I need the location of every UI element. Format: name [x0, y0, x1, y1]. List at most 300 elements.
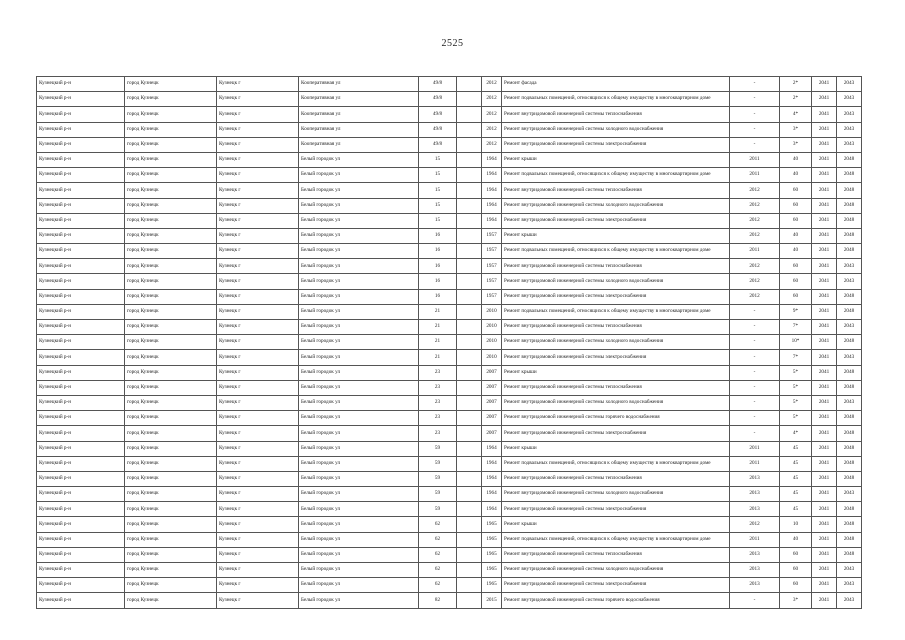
- district-cell: Кузнецкий р-н: [37, 274, 125, 289]
- plan-start-year-cell: 2041: [812, 502, 837, 517]
- settlement-cell: Кузнецк г: [217, 578, 299, 593]
- last-repair-year-cell: -: [730, 593, 780, 608]
- street-cell: Белый городок ул: [299, 304, 419, 319]
- work-type-cell: Ремонт внутридомовой инженерной системы холодного водоснабжения: [502, 274, 730, 289]
- last-repair-year-cell: -: [730, 395, 780, 410]
- house-number-cell: 49/8: [419, 122, 457, 137]
- street-cell: Белый городок ул: [299, 411, 419, 426]
- last-repair-year-cell: 2013: [730, 578, 780, 593]
- plan-end-year-cell: 2048: [837, 532, 862, 547]
- house-number-cell: 59: [419, 487, 457, 502]
- built-year-cell: 2007: [482, 426, 502, 441]
- building-cell: [457, 289, 482, 304]
- plan-end-year-cell: 2043: [837, 259, 862, 274]
- plan-start-year-cell: 2041: [812, 426, 837, 441]
- building-cell: [457, 259, 482, 274]
- plan-end-year-cell: 2043: [837, 593, 862, 608]
- plan-start-year-cell: 2041: [812, 304, 837, 319]
- wear-percent-cell: 7*: [780, 320, 812, 335]
- built-year-cell: 2010: [482, 335, 502, 350]
- plan-start-year-cell: 2041: [812, 122, 837, 137]
- built-year-cell: 1957: [482, 259, 502, 274]
- house-number-cell: 15: [419, 183, 457, 198]
- district-cell: Кузнецкий р-н: [37, 426, 125, 441]
- district-cell: Кузнецкий р-н: [37, 228, 125, 243]
- street-cell: Белый городок ул: [299, 471, 419, 486]
- plan-end-year-cell: 2048: [837, 198, 862, 213]
- work-type-cell: Ремонт крыши: [502, 365, 730, 380]
- street-cell: Белый городок ул: [299, 259, 419, 274]
- street-cell: Белый городок ул: [299, 244, 419, 259]
- last-repair-year-cell: -: [730, 365, 780, 380]
- building-cell: [457, 532, 482, 547]
- plan-end-year-cell: 2043: [837, 395, 862, 410]
- district-cell: Кузнецкий р-н: [37, 183, 125, 198]
- settlement-cell: Кузнецк г: [217, 563, 299, 578]
- work-type-cell: Ремонт внутридомовой инженерной системы холодного водоснабжения: [502, 395, 730, 410]
- house-number-cell: 62: [419, 578, 457, 593]
- settlement-cell: Кузнецк г: [217, 77, 299, 92]
- work-type-cell: Ремонт подвальных помещений, относящихся к общему имуществу в многоквартирном доме: [502, 168, 730, 183]
- plan-end-year-cell: 2043: [837, 320, 862, 335]
- built-year-cell: 1964: [482, 471, 502, 486]
- wear-percent-cell: 5*: [780, 395, 812, 410]
- city-cell: город Кузнецк: [125, 152, 217, 167]
- house-number-cell: 49/8: [419, 92, 457, 107]
- plan-end-year-cell: 2048: [837, 471, 862, 486]
- last-repair-year-cell: 2013: [730, 471, 780, 486]
- built-year-cell: 2012: [482, 122, 502, 137]
- building-cell: [457, 517, 482, 532]
- plan-start-year-cell: 2041: [812, 411, 837, 426]
- last-repair-year-cell: 2011: [730, 244, 780, 259]
- plan-end-year-cell: 2043: [837, 122, 862, 137]
- district-cell: Кузнецкий р-н: [37, 350, 125, 365]
- plan-end-year-cell: 2043: [837, 487, 862, 502]
- city-cell: город Кузнецк: [125, 122, 217, 137]
- plan-start-year-cell: 2041: [812, 441, 837, 456]
- street-cell: Белый городок ул: [299, 395, 419, 410]
- house-number-cell: 62: [419, 517, 457, 532]
- last-repair-year-cell: 2013: [730, 487, 780, 502]
- plan-start-year-cell: 2041: [812, 228, 837, 243]
- city-cell: город Кузнецк: [125, 137, 217, 152]
- wear-percent-cell: 60: [780, 274, 812, 289]
- settlement-cell: Кузнецк г: [217, 304, 299, 319]
- building-cell: [457, 547, 482, 562]
- plan-start-year-cell: 2041: [812, 335, 837, 350]
- plan-end-year-cell: 2048: [837, 152, 862, 167]
- table-row: [37, 304, 862, 319]
- table-row: [37, 137, 862, 152]
- district-cell: Кузнецкий р-н: [37, 137, 125, 152]
- plan-start-year-cell: 2041: [812, 487, 837, 502]
- wear-percent-cell: 60: [780, 259, 812, 274]
- last-repair-year-cell: 2013: [730, 563, 780, 578]
- settlement-cell: Кузнецк г: [217, 593, 299, 608]
- built-year-cell: 2012: [482, 77, 502, 92]
- last-repair-year-cell: 2011: [730, 152, 780, 167]
- city-cell: город Кузнецк: [125, 441, 217, 456]
- built-year-cell: 1957: [482, 274, 502, 289]
- wear-percent-cell: 60: [780, 547, 812, 562]
- street-cell: Белый городок ул: [299, 152, 419, 167]
- city-cell: город Кузнецк: [125, 532, 217, 547]
- wear-percent-cell: 5*: [780, 365, 812, 380]
- house-number-cell: 16: [419, 259, 457, 274]
- wear-percent-cell: 40: [780, 244, 812, 259]
- work-type-cell: Ремонт внутридомовой инженерной системы теплоснабжения: [502, 380, 730, 395]
- building-cell: [457, 471, 482, 486]
- wear-percent-cell: 10*: [780, 335, 812, 350]
- street-cell: Белый городок ул: [299, 593, 419, 608]
- street-cell: Кооперативная ул: [299, 77, 419, 92]
- table-row: [37, 152, 862, 167]
- city-cell: город Кузнецк: [125, 107, 217, 122]
- last-repair-year-cell: 2012: [730, 289, 780, 304]
- building-cell: [457, 122, 482, 137]
- table-row: [37, 441, 862, 456]
- building-cell: [457, 395, 482, 410]
- street-cell: Белый городок ул: [299, 380, 419, 395]
- plan-start-year-cell: 2041: [812, 168, 837, 183]
- city-cell: город Кузнецк: [125, 426, 217, 441]
- building-cell: [457, 168, 482, 183]
- city-cell: город Кузнецк: [125, 289, 217, 304]
- building-cell: [457, 228, 482, 243]
- district-cell: Кузнецкий р-н: [37, 168, 125, 183]
- plan-end-year-cell: 2048: [837, 365, 862, 380]
- street-cell: Белый городок ул: [299, 335, 419, 350]
- last-repair-year-cell: 2012: [730, 183, 780, 198]
- wear-percent-cell: 9*: [780, 304, 812, 319]
- work-type-cell: Ремонт подвальных помещений, относящихся к общему имуществу в многоквартирном доме: [502, 244, 730, 259]
- plan-end-year-cell: 2048: [837, 335, 862, 350]
- city-cell: город Кузнецк: [125, 92, 217, 107]
- plan-start-year-cell: 2041: [812, 259, 837, 274]
- wear-percent-cell: 60: [780, 289, 812, 304]
- last-repair-year-cell: 2012: [730, 213, 780, 228]
- city-cell: город Кузнецк: [125, 320, 217, 335]
- settlement-cell: Кузнецк г: [217, 456, 299, 471]
- plan-start-year-cell: 2041: [812, 198, 837, 213]
- work-type-cell: Ремонт внутридомовой инженерной системы теплоснабжения: [502, 320, 730, 335]
- street-cell: Белый городок ул: [299, 228, 419, 243]
- built-year-cell: 1964: [482, 487, 502, 502]
- street-cell: Белый городок ул: [299, 198, 419, 213]
- street-cell: Белый городок ул: [299, 441, 419, 456]
- page-number: 2525: [441, 38, 464, 49]
- building-cell: [457, 593, 482, 608]
- building-cell: [457, 137, 482, 152]
- settlement-cell: Кузнецк г: [217, 122, 299, 137]
- built-year-cell: 2010: [482, 350, 502, 365]
- settlement-cell: Кузнецк г: [217, 487, 299, 502]
- wear-percent-cell: 60: [780, 578, 812, 593]
- plan-end-year-cell: 2043: [837, 274, 862, 289]
- plan-end-year-cell: 2048: [837, 380, 862, 395]
- plan-end-year-cell: 2048: [837, 168, 862, 183]
- built-year-cell: 1965: [482, 547, 502, 562]
- street-cell: Белый городок ул: [299, 350, 419, 365]
- plan-start-year-cell: 2041: [812, 532, 837, 547]
- built-year-cell: 2007: [482, 365, 502, 380]
- work-type-cell: Ремонт внутридомовой инженерной системы электроснабжения: [502, 502, 730, 517]
- built-year-cell: 1957: [482, 228, 502, 243]
- table-row: [37, 578, 862, 593]
- building-cell: [457, 320, 482, 335]
- table-row: [37, 244, 862, 259]
- district-cell: Кузнецкий р-н: [37, 502, 125, 517]
- plan-start-year-cell: 2041: [812, 471, 837, 486]
- house-number-cell: 21: [419, 320, 457, 335]
- district-cell: Кузнецкий р-н: [37, 107, 125, 122]
- last-repair-year-cell: -: [730, 426, 780, 441]
- plan-end-year-cell: 2048: [837, 244, 862, 259]
- plan-start-year-cell: 2041: [812, 274, 837, 289]
- built-year-cell: 1964: [482, 168, 502, 183]
- table-row: [37, 168, 862, 183]
- district-cell: Кузнецкий р-н: [37, 456, 125, 471]
- plan-start-year-cell: 2041: [812, 517, 837, 532]
- district-cell: Кузнецкий р-н: [37, 578, 125, 593]
- street-cell: Кооперативная ул: [299, 122, 419, 137]
- plan-end-year-cell: 2048: [837, 289, 862, 304]
- built-year-cell: 1964: [482, 152, 502, 167]
- building-cell: [457, 335, 482, 350]
- plan-end-year-cell: 2048: [837, 213, 862, 228]
- wear-percent-cell: 45: [780, 456, 812, 471]
- house-number-cell: 15: [419, 213, 457, 228]
- plan-start-year-cell: 2041: [812, 563, 837, 578]
- work-type-cell: Ремонт фасада: [502, 77, 730, 92]
- plan-start-year-cell: 2041: [812, 365, 837, 380]
- city-cell: город Кузнецк: [125, 274, 217, 289]
- wear-percent-cell: 60: [780, 198, 812, 213]
- city-cell: город Кузнецк: [125, 380, 217, 395]
- work-type-cell: Ремонт внутридомовой инженерной системы электроснабжения: [502, 578, 730, 593]
- street-cell: Белый городок ул: [299, 320, 419, 335]
- plan-end-year-cell: 2048: [837, 502, 862, 517]
- district-cell: Кузнецкий р-н: [37, 563, 125, 578]
- city-cell: город Кузнецк: [125, 365, 217, 380]
- built-year-cell: 1957: [482, 289, 502, 304]
- plan-end-year-cell: 2048: [837, 183, 862, 198]
- work-type-cell: Ремонт внутридомовой инженерной системы теплоснабжения: [502, 107, 730, 122]
- work-type-cell: Ремонт внутридомовой инженерной системы горячего водоснабжения: [502, 411, 730, 426]
- plan-end-year-cell: 2043: [837, 92, 862, 107]
- work-type-cell: Ремонт подвальных помещений, относящихся к общему имуществу в многоквартирном доме: [502, 456, 730, 471]
- settlement-cell: Кузнецк г: [217, 259, 299, 274]
- house-number-cell: 15: [419, 198, 457, 213]
- building-cell: [457, 411, 482, 426]
- built-year-cell: 1965: [482, 517, 502, 532]
- city-cell: город Кузнецк: [125, 502, 217, 517]
- built-year-cell: 1965: [482, 532, 502, 547]
- building-cell: [457, 244, 482, 259]
- city-cell: город Кузнецк: [125, 335, 217, 350]
- house-number-cell: 23: [419, 426, 457, 441]
- built-year-cell: 2012: [482, 92, 502, 107]
- city-cell: город Кузнецк: [125, 547, 217, 562]
- repair-schedule-table: [36, 76, 862, 609]
- house-number-cell: 23: [419, 380, 457, 395]
- building-cell: [457, 183, 482, 198]
- building-cell: [457, 107, 482, 122]
- built-year-cell: 1964: [482, 441, 502, 456]
- settlement-cell: Кузнецк г: [217, 395, 299, 410]
- district-cell: Кузнецкий р-н: [37, 122, 125, 137]
- wear-percent-cell: 45: [780, 471, 812, 486]
- wear-percent-cell: 4*: [780, 426, 812, 441]
- table-row: [37, 532, 862, 547]
- plan-end-year-cell: 2043: [837, 137, 862, 152]
- built-year-cell: 1964: [482, 213, 502, 228]
- city-cell: город Кузнецк: [125, 77, 217, 92]
- building-cell: [457, 578, 482, 593]
- wear-percent-cell: 2*: [780, 77, 812, 92]
- district-cell: Кузнецкий р-н: [37, 213, 125, 228]
- building-cell: [457, 213, 482, 228]
- house-number-cell: 62: [419, 532, 457, 547]
- house-number-cell: 59: [419, 502, 457, 517]
- building-cell: [457, 441, 482, 456]
- city-cell: город Кузнецк: [125, 578, 217, 593]
- building-cell: [457, 77, 482, 92]
- house-number-cell: 21: [419, 304, 457, 319]
- settlement-cell: Кузнецк г: [217, 502, 299, 517]
- street-cell: Белый городок ул: [299, 517, 419, 532]
- plan-start-year-cell: 2041: [812, 107, 837, 122]
- table-row: [37, 471, 862, 486]
- district-cell: Кузнецкий р-н: [37, 335, 125, 350]
- house-number-cell: 23: [419, 395, 457, 410]
- settlement-cell: Кузнецк г: [217, 244, 299, 259]
- city-cell: город Кузнецк: [125, 471, 217, 486]
- table-row: [37, 259, 862, 274]
- table-row: [37, 563, 862, 578]
- plan-start-year-cell: 2041: [812, 77, 837, 92]
- street-cell: Белый городок ул: [299, 168, 419, 183]
- table-row: [37, 365, 862, 380]
- city-cell: город Кузнецк: [125, 395, 217, 410]
- settlement-cell: Кузнецк г: [217, 335, 299, 350]
- wear-percent-cell: 4*: [780, 107, 812, 122]
- building-cell: [457, 456, 482, 471]
- plan-end-year-cell: 2048: [837, 411, 862, 426]
- street-cell: Белый городок ул: [299, 578, 419, 593]
- plan-start-year-cell: 2041: [812, 183, 837, 198]
- house-number-cell: 59: [419, 441, 457, 456]
- last-repair-year-cell: -: [730, 304, 780, 319]
- plan-end-year-cell: 2048: [837, 304, 862, 319]
- work-type-cell: Ремонт внутридомовой инженерной системы холодного водоснабжения: [502, 335, 730, 350]
- wear-percent-cell: 40: [780, 152, 812, 167]
- street-cell: Кооперативная ул: [299, 137, 419, 152]
- settlement-cell: Кузнецк г: [217, 152, 299, 167]
- work-type-cell: Ремонт внутридомовой инженерной системы горячего водоснабжения: [502, 593, 730, 608]
- work-type-cell: Ремонт крыши: [502, 228, 730, 243]
- settlement-cell: Кузнецк г: [217, 380, 299, 395]
- city-cell: город Кузнецк: [125, 350, 217, 365]
- work-type-cell: Ремонт крыши: [502, 517, 730, 532]
- table-row: [37, 380, 862, 395]
- district-cell: Кузнецкий р-н: [37, 259, 125, 274]
- settlement-cell: Кузнецк г: [217, 320, 299, 335]
- last-repair-year-cell: -: [730, 77, 780, 92]
- settlement-cell: Кузнецк г: [217, 92, 299, 107]
- street-cell: Белый городок ул: [299, 532, 419, 547]
- table-row: [37, 593, 862, 608]
- built-year-cell: 2010: [482, 304, 502, 319]
- house-number-cell: 62: [419, 547, 457, 562]
- table-row: [37, 411, 862, 426]
- plan-end-year-cell: 2043: [837, 578, 862, 593]
- city-cell: город Кузнецк: [125, 168, 217, 183]
- street-cell: Белый городок ул: [299, 274, 419, 289]
- street-cell: Белый городок ул: [299, 426, 419, 441]
- building-cell: [457, 92, 482, 107]
- last-repair-year-cell: 2012: [730, 198, 780, 213]
- last-repair-year-cell: 2012: [730, 228, 780, 243]
- building-cell: [457, 502, 482, 517]
- built-year-cell: 2015: [482, 593, 502, 608]
- built-year-cell: 2007: [482, 411, 502, 426]
- work-type-cell: Ремонт внутридомовой инженерной системы электроснабжения: [502, 350, 730, 365]
- district-cell: Кузнецкий р-н: [37, 441, 125, 456]
- last-repair-year-cell: 2011: [730, 441, 780, 456]
- street-cell: Кооперативная ул: [299, 92, 419, 107]
- street-cell: Белый городок ул: [299, 547, 419, 562]
- built-year-cell: 2012: [482, 107, 502, 122]
- house-number-cell: 23: [419, 365, 457, 380]
- plan-start-year-cell: 2041: [812, 137, 837, 152]
- building-cell: [457, 350, 482, 365]
- table-row: [37, 547, 862, 562]
- house-number-cell: 16: [419, 289, 457, 304]
- wear-percent-cell: 40: [780, 532, 812, 547]
- wear-percent-cell: 7*: [780, 350, 812, 365]
- district-cell: Кузнецкий р-н: [37, 365, 125, 380]
- table-row: [37, 77, 862, 92]
- settlement-cell: Кузнецк г: [217, 168, 299, 183]
- work-type-cell: Ремонт внутридомовой инженерной системы электроснабжения: [502, 137, 730, 152]
- settlement-cell: Кузнецк г: [217, 517, 299, 532]
- plan-end-year-cell: 2043: [837, 107, 862, 122]
- wear-percent-cell: 60: [780, 563, 812, 578]
- city-cell: город Кузнецк: [125, 517, 217, 532]
- last-repair-year-cell: -: [730, 107, 780, 122]
- plan-start-year-cell: 2041: [812, 152, 837, 167]
- work-type-cell: Ремонт внутридомовой инженерной системы холодного водоснабжения: [502, 122, 730, 137]
- work-type-cell: Ремонт внутридомовой инженерной системы теплоснабжения: [502, 547, 730, 562]
- plan-start-year-cell: 2041: [812, 593, 837, 608]
- built-year-cell: 1965: [482, 563, 502, 578]
- wear-percent-cell: 60: [780, 213, 812, 228]
- district-cell: Кузнецкий р-н: [37, 547, 125, 562]
- street-cell: Белый городок ул: [299, 213, 419, 228]
- last-repair-year-cell: -: [730, 320, 780, 335]
- house-number-cell: 16: [419, 244, 457, 259]
- plan-start-year-cell: 2041: [812, 456, 837, 471]
- settlement-cell: Кузнецк г: [217, 183, 299, 198]
- street-cell: Белый городок ул: [299, 289, 419, 304]
- plan-end-year-cell: 2043: [837, 350, 862, 365]
- building-cell: [457, 380, 482, 395]
- district-cell: Кузнецкий р-н: [37, 289, 125, 304]
- wear-percent-cell: 10: [780, 517, 812, 532]
- table-row: [37, 228, 862, 243]
